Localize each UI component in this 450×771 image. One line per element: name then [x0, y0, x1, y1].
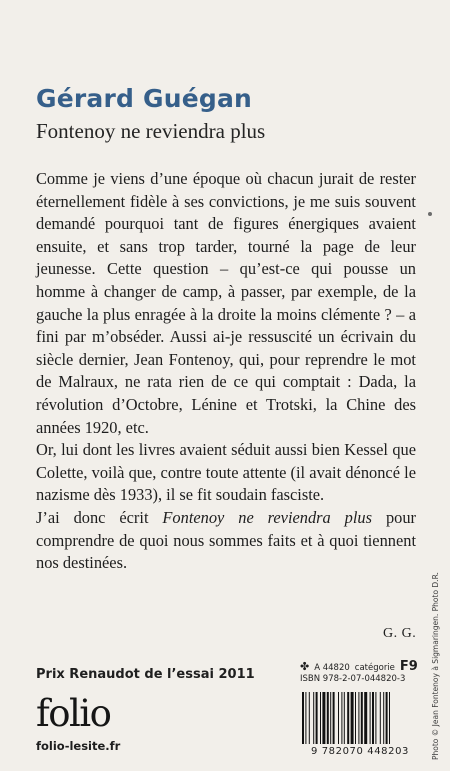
paragraph-3-start: J’ai donc écrit	[36, 507, 163, 527]
signature: G. G.	[383, 626, 417, 641]
reference-number: A 44820	[314, 663, 350, 673]
prize-line: Prix Renaudot de l’essai 2011	[36, 667, 255, 682]
paragraph-3	[36, 507, 416, 575]
spot-mark	[428, 212, 432, 216]
folio-logo: folio	[36, 692, 111, 735]
italic-title: Fontenoy ne reviendra plus	[162, 507, 373, 527]
paragraph-2: Or, lui dont les livres avaient séduit aussi bien Kessel que Colette, voilà que, contre toute attente (il avait dénoncé le nazisme dès 1933), il se fit soudain fasciste.	[36, 440, 416, 505]
photo-credit: Photo © Jean Fontenoy à Sigmaringen. Photo D.R.	[431, 572, 440, 760]
isbn: ISBN 978-2-07-044820-3	[300, 674, 406, 684]
book-title: Fontenoy ne reviendra plus	[36, 119, 266, 143]
barcode-bars	[300, 692, 420, 744]
category-value: F9	[399, 659, 418, 674]
author-name: Gérard Guégan	[36, 84, 253, 113]
paragraph-1: Comme je viens d’une époque où chacun jurait de rester éternellement fidèle à ses convictions, je me suis souvent demandé pourquoi tant de figures énergiques avaient ensuite, et sans trop tarder, tourné la page de leur jeunesse. Cette question – qu’est-ce qui pousse un homme à changer de camp, à passer, par exemple, de la gauche la plus enragée à la droite la moins clémente ? – a fini par m’obséder. Aussi ai-je ressuscité un écrivain du siècle dernier, Jean Fontenoy, qui, pour reprendre le mot de Malraux, ne rata rien de ce qui comptait : Dada, la révolution d’Octobre, Lénine et Trotski, la Chine des années 1920, etc.	[36, 169, 416, 437]
catalog-row	[300, 661, 420, 674]
barcode	[300, 692, 420, 762]
paragraph-3-end: pour comprendre de quoi nous sommes faits et à quoi tiennent nos destinées.	[36, 507, 416, 573]
fleuron-icon: ✤	[300, 660, 310, 673]
barcode-number: 9 782070 448203	[310, 746, 410, 757]
website-link[interactable]: folio-lesite.fr	[36, 739, 121, 753]
back-cover-text	[36, 168, 416, 575]
catalog-codes	[300, 661, 420, 685]
category-label: catégorie	[354, 663, 395, 673]
